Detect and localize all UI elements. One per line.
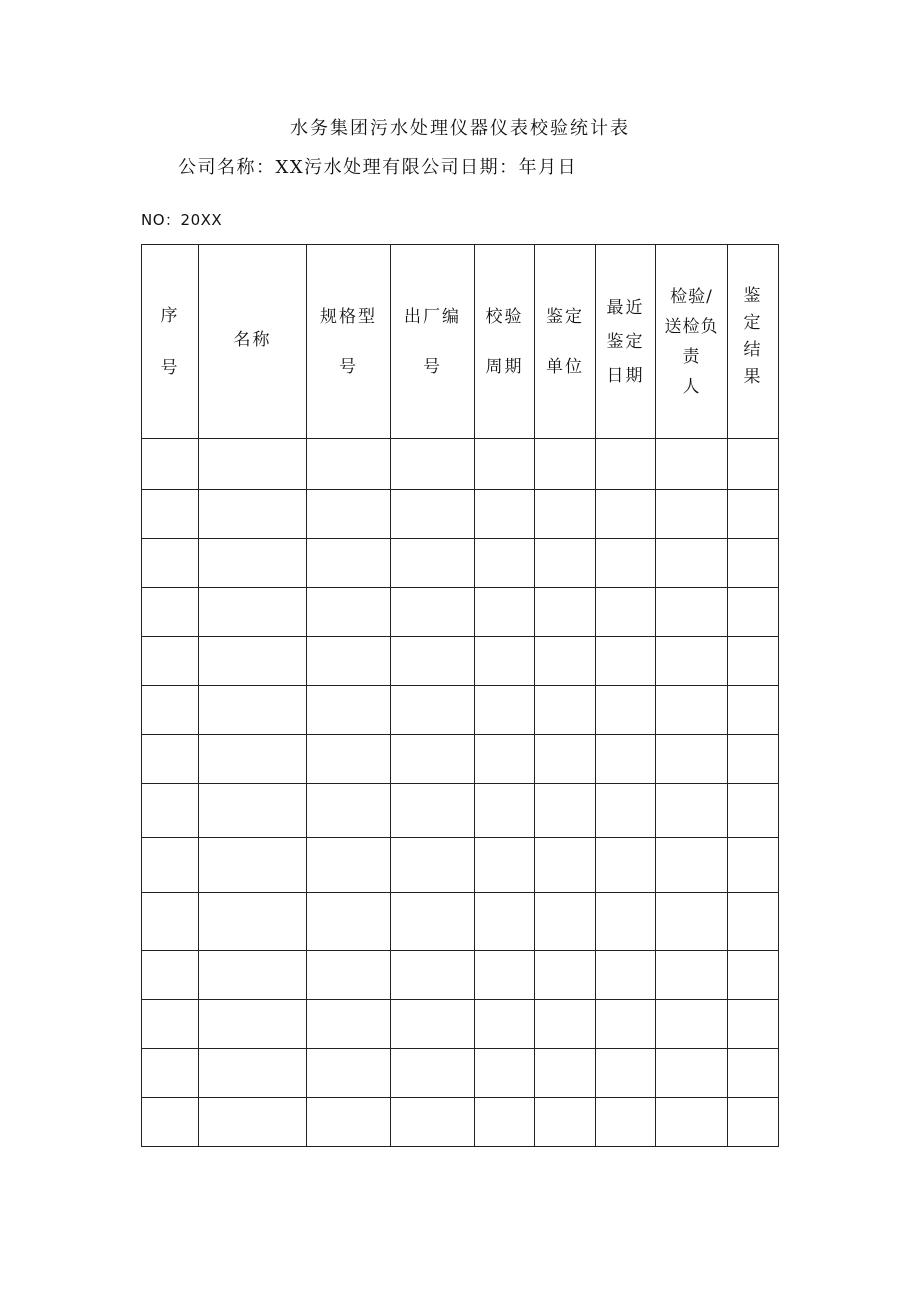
- table-cell[interactable]: [656, 951, 728, 1000]
- table-cell[interactable]: [728, 439, 779, 490]
- table-cell[interactable]: [475, 1000, 535, 1049]
- table-cell[interactable]: [391, 735, 475, 784]
- document-title: 水务集团污水处理仪器仪表校验统计表: [290, 118, 630, 139]
- table-cell[interactable]: [596, 686, 656, 735]
- table-cell[interactable]: [142, 784, 199, 838]
- table-cell[interactable]: [199, 439, 307, 490]
- table-cell[interactable]: [656, 637, 728, 686]
- table-cell[interactable]: [656, 686, 728, 735]
- table-cell[interactable]: [307, 539, 391, 588]
- table-cell[interactable]: [199, 893, 307, 951]
- table-cell[interactable]: [596, 893, 656, 951]
- table-cell[interactable]: [535, 1000, 596, 1049]
- header-name: 名称: [199, 245, 307, 439]
- table-cell[interactable]: [535, 539, 596, 588]
- table-cell[interactable]: [307, 1098, 391, 1147]
- header-inspector: 检验/ 送检负 责 人: [656, 245, 728, 439]
- table-cell[interactable]: [391, 637, 475, 686]
- table-cell[interactable]: [142, 951, 199, 1000]
- table-cell[interactable]: [391, 1049, 475, 1098]
- table-cell[interactable]: [199, 951, 307, 1000]
- header-last-verification-date: 最近 鉴定 日期: [596, 245, 656, 439]
- table-cell[interactable]: [142, 893, 199, 951]
- table-cell[interactable]: [199, 1000, 307, 1049]
- table-cell[interactable]: [728, 735, 779, 784]
- table-cell[interactable]: [391, 490, 475, 539]
- table-cell[interactable]: [596, 1049, 656, 1098]
- table-cell[interactable]: [596, 439, 656, 490]
- table-cell[interactable]: [391, 784, 475, 838]
- table-cell[interactable]: [199, 784, 307, 838]
- table-cell[interactable]: [596, 1098, 656, 1147]
- document-number: NO：20XX: [141, 211, 223, 229]
- table-cell[interactable]: [199, 735, 307, 784]
- table-cell[interactable]: [475, 893, 535, 951]
- table-cell[interactable]: [535, 951, 596, 1000]
- table-cell[interactable]: [475, 588, 535, 637]
- table-cell[interactable]: [656, 838, 728, 893]
- table-cell[interactable]: [475, 490, 535, 539]
- table-cell[interactable]: [142, 838, 199, 893]
- table-row: [142, 951, 779, 1000]
- table-cell[interactable]: [475, 1049, 535, 1098]
- table-row: [142, 784, 779, 838]
- table-cell[interactable]: [656, 784, 728, 838]
- table-cell[interactable]: [596, 784, 656, 838]
- table-row: [142, 1098, 779, 1147]
- table-body: [142, 439, 779, 1147]
- table-cell[interactable]: [307, 490, 391, 539]
- table-cell[interactable]: [535, 637, 596, 686]
- table-cell[interactable]: [656, 1049, 728, 1098]
- table-cell[interactable]: [307, 1000, 391, 1049]
- table-cell[interactable]: [307, 637, 391, 686]
- table-cell[interactable]: [475, 439, 535, 490]
- table-cell[interactable]: [142, 588, 199, 637]
- table-cell[interactable]: [728, 1049, 779, 1098]
- table-cell[interactable]: [199, 637, 307, 686]
- table-row: [142, 686, 779, 735]
- table-cell[interactable]: [535, 1049, 596, 1098]
- table-cell[interactable]: [728, 1098, 779, 1147]
- table-cell[interactable]: [475, 686, 535, 735]
- table-cell[interactable]: [199, 838, 307, 893]
- table-cell[interactable]: [728, 539, 779, 588]
- table-cell[interactable]: [307, 439, 391, 490]
- table-cell[interactable]: [535, 490, 596, 539]
- table-cell[interactable]: [596, 735, 656, 784]
- table-cell[interactable]: [656, 1098, 728, 1147]
- table-cell[interactable]: [535, 735, 596, 784]
- table-cell[interactable]: [728, 588, 779, 637]
- table-cell[interactable]: [728, 490, 779, 539]
- table-row: [142, 838, 779, 893]
- table-row: [142, 588, 779, 637]
- table-cell[interactable]: [656, 735, 728, 784]
- table-cell[interactable]: [391, 439, 475, 490]
- table-cell[interactable]: [142, 490, 199, 539]
- table-cell[interactable]: [199, 686, 307, 735]
- table-cell[interactable]: [728, 838, 779, 893]
- table-cell[interactable]: [307, 893, 391, 951]
- table-cell[interactable]: [142, 637, 199, 686]
- table-cell[interactable]: [391, 1000, 475, 1049]
- table-cell[interactable]: [535, 1098, 596, 1147]
- table-cell[interactable]: [391, 893, 475, 951]
- table-cell[interactable]: [535, 588, 596, 637]
- header-factory-number: 出厂编 号: [391, 245, 475, 439]
- table-cell[interactable]: [596, 951, 656, 1000]
- table-cell[interactable]: [307, 784, 391, 838]
- table-cell[interactable]: [199, 539, 307, 588]
- table-cell[interactable]: [475, 1098, 535, 1147]
- table-cell[interactable]: [535, 838, 596, 893]
- table-row: [142, 1000, 779, 1049]
- table-cell[interactable]: [596, 539, 656, 588]
- table-row: [142, 1049, 779, 1098]
- table-cell[interactable]: [199, 490, 307, 539]
- table-row: [142, 490, 779, 539]
- header-verification-unit: 鉴定 单位: [535, 245, 596, 439]
- company-date-line: 公司名称：XX污水处理有限公司日期：年月日: [178, 157, 578, 178]
- table-cell[interactable]: [656, 439, 728, 490]
- table-row: [142, 893, 779, 951]
- table-cell[interactable]: [728, 893, 779, 951]
- table-cell[interactable]: [535, 784, 596, 838]
- table-cell[interactable]: [596, 588, 656, 637]
- table-cell[interactable]: [199, 588, 307, 637]
- table-cell[interactable]: [475, 784, 535, 838]
- table-cell[interactable]: [596, 838, 656, 893]
- table-row: [142, 539, 779, 588]
- table-cell[interactable]: [142, 1049, 199, 1098]
- table-row: [142, 439, 779, 490]
- table-cell[interactable]: [656, 893, 728, 951]
- table-cell[interactable]: [199, 1098, 307, 1147]
- table-cell[interactable]: [142, 539, 199, 588]
- table-cell[interactable]: [535, 893, 596, 951]
- table-cell[interactable]: [656, 539, 728, 588]
- table-cell[interactable]: [535, 439, 596, 490]
- table-cell[interactable]: [475, 951, 535, 1000]
- table-cell[interactable]: [728, 951, 779, 1000]
- table-cell[interactable]: [391, 1098, 475, 1147]
- table-cell[interactable]: [596, 490, 656, 539]
- table-cell[interactable]: [656, 1000, 728, 1049]
- header-calibration-cycle: 校验 周期: [475, 245, 535, 439]
- table-cell[interactable]: [656, 490, 728, 539]
- table-cell[interactable]: [475, 838, 535, 893]
- table-cell[interactable]: [596, 637, 656, 686]
- table-cell[interactable]: [307, 735, 391, 784]
- table-cell[interactable]: [307, 686, 391, 735]
- table-cell[interactable]: [307, 588, 391, 637]
- table-cell[interactable]: [475, 735, 535, 784]
- table-cell[interactable]: [142, 439, 199, 490]
- table-cell[interactable]: [728, 686, 779, 735]
- header-model-spec: 规格型 号: [307, 245, 391, 439]
- table-header-row: [142, 245, 779, 439]
- table-cell[interactable]: [199, 1049, 307, 1098]
- calibration-table: [141, 244, 779, 1147]
- table-cell[interactable]: [656, 588, 728, 637]
- table-cell[interactable]: [307, 951, 391, 1000]
- table-cell[interactable]: [142, 1098, 199, 1147]
- table-cell[interactable]: [391, 838, 475, 893]
- header-serial-number: 序 号: [142, 245, 199, 439]
- table-cell[interactable]: [142, 1000, 199, 1049]
- table-cell[interactable]: [142, 735, 199, 784]
- table-cell[interactable]: [728, 1000, 779, 1049]
- table-cell[interactable]: [728, 784, 779, 838]
- table-cell[interactable]: [142, 686, 199, 735]
- table-row: [142, 735, 779, 784]
- table-cell[interactable]: [307, 1049, 391, 1098]
- table-cell[interactable]: [596, 1000, 656, 1049]
- table-cell[interactable]: [391, 588, 475, 637]
- table-cell[interactable]: [391, 539, 475, 588]
- header-verification-result: 鉴 定 结 果: [728, 245, 779, 439]
- table-cell[interactable]: [475, 539, 535, 588]
- table-cell[interactable]: [307, 838, 391, 893]
- table-cell[interactable]: [475, 637, 535, 686]
- table-row: [142, 637, 779, 686]
- table-cell[interactable]: [391, 686, 475, 735]
- table-cell[interactable]: [535, 686, 596, 735]
- table-cell[interactable]: [391, 951, 475, 1000]
- table-cell[interactable]: [728, 637, 779, 686]
